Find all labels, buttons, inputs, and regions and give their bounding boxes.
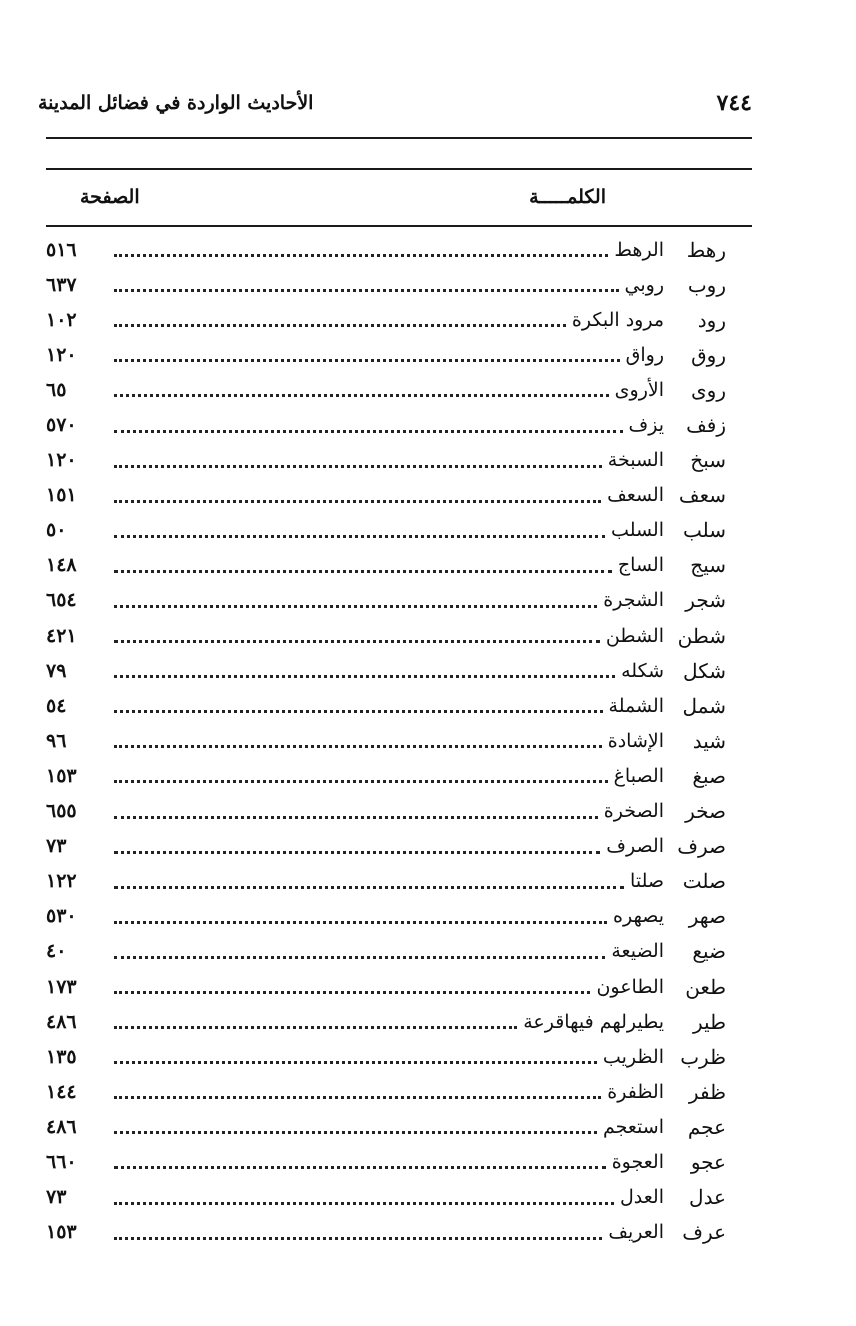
- dot-leader: [114, 570, 612, 573]
- entry-root: عجو: [690, 1149, 726, 1174]
- entry-root: شمل: [682, 693, 726, 718]
- entry-page-number: ١٠٢: [46, 308, 77, 331]
- entry-page-number: ٦٥٥: [46, 800, 77, 823]
- list-item: [46, 548, 726, 583]
- entry-word: العدل: [619, 1186, 664, 1209]
- entry-root: سعف: [678, 483, 726, 508]
- dot-leader: [114, 430, 623, 433]
- dot-leader: [114, 394, 609, 397]
- entry-root: طعن: [685, 974, 726, 999]
- entry-root: سيج: [690, 553, 726, 578]
- entry-page-number: ٦٥: [46, 378, 67, 401]
- dot-leader: [114, 1237, 602, 1240]
- entry-word: الإشادة: [607, 729, 664, 752]
- column-headers: [46, 180, 752, 220]
- list-item: [46, 758, 726, 793]
- entry-root: ظفر: [688, 1079, 726, 1104]
- dot-leader: [114, 780, 608, 783]
- entry-page-number: ٦٦٠: [46, 1150, 77, 1173]
- entry-page-number: ١٥٣: [46, 764, 77, 787]
- entry-root: صرف: [677, 834, 726, 859]
- dot-leader: [114, 851, 600, 854]
- entry-word: الشطن: [605, 624, 664, 647]
- entry-root: عجم: [687, 1114, 726, 1139]
- dot-leader: [114, 745, 602, 748]
- entry-word: رواق: [625, 343, 664, 366]
- list-item: [46, 794, 726, 829]
- page-column-header: الصفحة: [80, 186, 140, 208]
- list-item: [46, 407, 726, 442]
- entry-page-number: ١٤٨: [46, 554, 77, 577]
- dot-leader: [114, 675, 615, 678]
- list-item: [46, 1215, 726, 1250]
- entry-page-number: ٥٣٠: [46, 905, 77, 928]
- entry-root: صبغ: [692, 763, 726, 788]
- entry-word: صلتا: [630, 870, 664, 893]
- dot-leader: [114, 1202, 614, 1205]
- list-item: [46, 478, 726, 513]
- dot-leader: [114, 605, 597, 608]
- entry-word: الظريب: [602, 1045, 664, 1068]
- entry-page-number: ٦٣٧: [46, 273, 77, 296]
- header-bottom-rule: [46, 225, 752, 227]
- entry-word: العجوة: [611, 1150, 664, 1173]
- entry-word: العريف: [608, 1221, 664, 1244]
- entry-word: شكله: [621, 659, 664, 682]
- entry-page-number: ١٢٢: [46, 870, 77, 893]
- entry-page-number: ١٧٣: [46, 975, 77, 998]
- entry-root: شطن: [677, 623, 726, 648]
- dot-leader: [114, 1026, 517, 1029]
- list-item: [46, 1109, 726, 1144]
- entry-word: مرود البكرة: [571, 308, 664, 331]
- book-title: الأحاديث الواردة في فضائل المدينة: [38, 92, 314, 114]
- list-item: [46, 513, 726, 548]
- entry-root: شجر: [685, 588, 726, 613]
- dot-leader: [114, 1131, 597, 1134]
- entry-page-number: ٥٠: [46, 519, 67, 542]
- entry-word: السلب: [611, 519, 664, 542]
- dot-leader: [114, 710, 603, 713]
- list-item: [46, 864, 726, 899]
- list-item: [46, 899, 726, 934]
- entry-word: الضيعة: [611, 940, 664, 963]
- entry-word: الصرف: [606, 835, 664, 858]
- entry-page-number: ١٣٥: [46, 1045, 77, 1068]
- list-item: [46, 443, 726, 478]
- dot-leader: [114, 535, 605, 538]
- entry-page-number: ١٢٠: [46, 449, 77, 472]
- entry-word: السبخة: [607, 449, 664, 472]
- list-item: [46, 723, 726, 758]
- list-item: [46, 969, 726, 1004]
- entry-page-number: ٤٨٦: [46, 1010, 77, 1033]
- entry-word: يطيرلهم فيهاقرعة: [523, 1010, 664, 1033]
- entry-word: الشجرة: [603, 589, 664, 612]
- entry-word: الطاعون: [596, 975, 664, 998]
- entry-root: رود: [697, 307, 726, 332]
- entry-page-number: ٥٤: [46, 694, 67, 717]
- entry-page-number: ٥١٦: [46, 238, 77, 261]
- entry-page-number: ٩٦: [46, 729, 67, 752]
- entry-root: سلب: [682, 518, 726, 543]
- list-item: [46, 372, 726, 407]
- dot-leader: [114, 956, 605, 959]
- entry-root: صخر: [685, 799, 726, 824]
- entry-page-number: ٤٢١: [46, 624, 77, 647]
- entry-page-number: ٤٠: [46, 940, 67, 963]
- entry-page-number: ٤٨٦: [46, 1115, 77, 1138]
- list-item: [46, 583, 726, 618]
- entry-root: شيد: [692, 728, 726, 753]
- entry-root: سبخ: [690, 448, 726, 473]
- list-item: [46, 302, 726, 337]
- entry-root: زفف: [686, 413, 726, 438]
- entry-root: شكل: [683, 658, 726, 683]
- table-top-rule: [46, 168, 752, 170]
- entry-root: ظرب: [680, 1044, 726, 1069]
- word-column-header: الكلمـــــة: [529, 186, 606, 208]
- dot-leader: [114, 921, 607, 924]
- entry-page-number: ٧٣: [46, 835, 67, 858]
- dot-leader: [114, 991, 590, 994]
- entry-word: الظفرة: [607, 1080, 664, 1103]
- entry-word: الشملة: [608, 694, 664, 717]
- index-entries: [46, 232, 726, 1250]
- entry-root: صلت: [682, 869, 726, 894]
- header-rule: [46, 137, 752, 139]
- entry-word: استعجم: [602, 1115, 664, 1138]
- entry-word: روبي: [624, 273, 664, 296]
- entry-word: الرهط: [614, 238, 664, 261]
- list-item: [46, 1039, 726, 1074]
- entry-word: الأروى: [614, 378, 664, 401]
- entry-page-number: ١٢٠: [46, 343, 77, 366]
- entry-page-number: ١٥١: [46, 484, 77, 507]
- list-item: [46, 1144, 726, 1179]
- dot-leader: [114, 640, 600, 643]
- list-item: [46, 653, 726, 688]
- entry-root: عرف: [682, 1220, 726, 1245]
- list-item: [46, 1004, 726, 1039]
- dot-leader: [114, 1061, 597, 1064]
- dot-leader: [114, 816, 598, 819]
- entry-root: صهر: [688, 904, 726, 929]
- entry-word: الصباغ: [613, 764, 664, 787]
- dot-leader: [114, 324, 566, 327]
- entry-word: يزف: [628, 414, 664, 437]
- entry-root: عدل: [689, 1185, 726, 1210]
- list-item: [46, 232, 726, 267]
- entry-root: ضيع: [692, 939, 726, 964]
- dot-leader: [114, 289, 619, 292]
- running-head: [38, 86, 752, 120]
- entry-word: الساج: [617, 554, 664, 577]
- entry-root: روق: [691, 342, 726, 367]
- entry-word: يصهره: [613, 905, 664, 928]
- list-item: [46, 618, 726, 653]
- entry-page-number: ٧٩: [46, 659, 67, 682]
- dot-leader: [114, 886, 624, 889]
- entry-word: الصخرة: [603, 800, 664, 823]
- entry-root: رهط: [686, 237, 726, 262]
- entry-word: السعف: [607, 484, 664, 507]
- entry-page-number: ١٥٣: [46, 1221, 77, 1244]
- dot-leader: [114, 1096, 601, 1099]
- list-item: [46, 1180, 726, 1215]
- list-item: [46, 934, 726, 969]
- dot-leader: [114, 359, 620, 362]
- list-item: [46, 829, 726, 864]
- dot-leader: [114, 254, 608, 257]
- page-number: ٧٤٤: [716, 90, 752, 116]
- dot-leader: [114, 465, 602, 468]
- entry-root: طير: [693, 1009, 726, 1034]
- list-item: [46, 337, 726, 372]
- entry-page-number: ١٤٤: [46, 1080, 77, 1103]
- list-item: [46, 1074, 726, 1109]
- entry-root: روب: [687, 272, 726, 297]
- list-item: [46, 688, 726, 723]
- entry-page-number: ٥٧٠: [46, 414, 77, 437]
- dot-leader: [114, 500, 601, 503]
- list-item: [46, 267, 726, 302]
- entry-page-number: ٧٣: [46, 1186, 67, 1209]
- entry-root: روى: [691, 377, 726, 402]
- entry-page-number: ٦٥٤: [46, 589, 77, 612]
- dot-leader: [114, 1166, 606, 1169]
